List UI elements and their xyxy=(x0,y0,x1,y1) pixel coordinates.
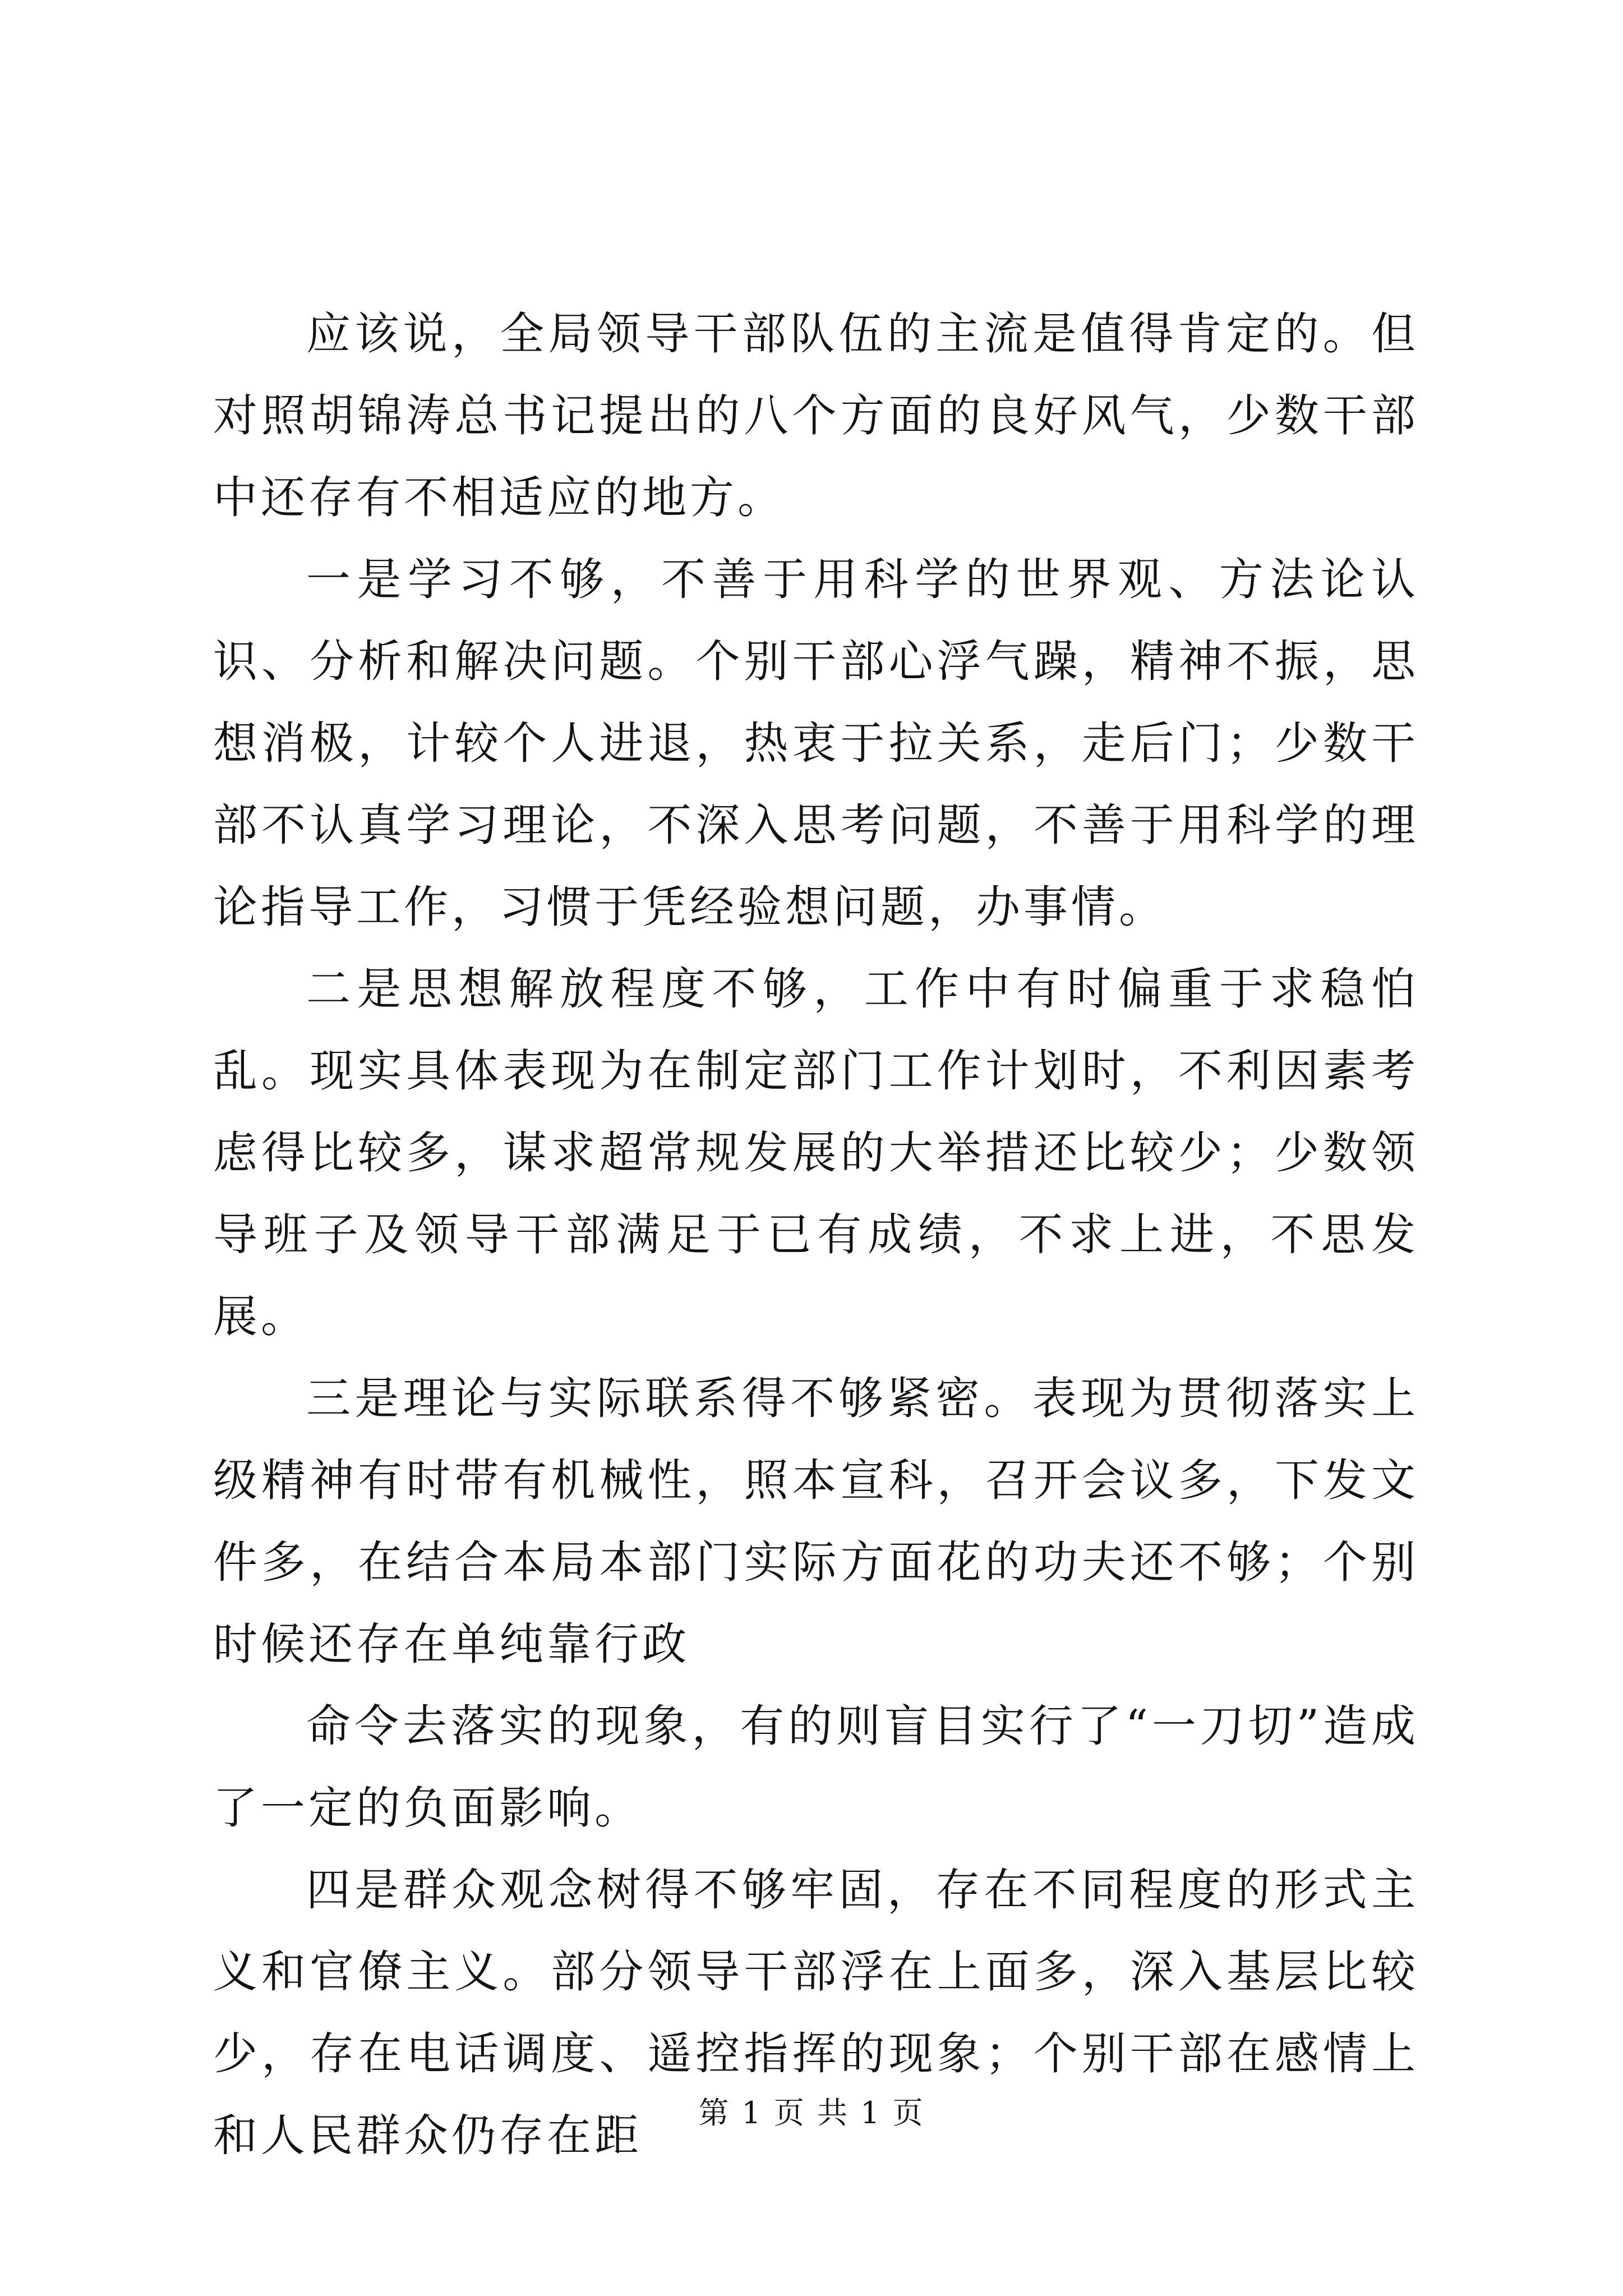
paragraph-point-two-thinking: 二是思想解放程度不够，工作中有时偏重于求稳怕乱。现实具体表现为在制定部门工作计划时，不利因素考虑得比较多，谋求超常规发展的大举措还比较少；少数领导班子及领导干部满足于已有成绩，不求上进，不思发展。 xyxy=(213,963,1419,1342)
paragraph-point-three-practice: 三是理论与实际联系得不够紧密。表现为贯彻落实上级精神有时带有机械性，照本宣科，召开会议多，下发文件多，在结合本局本部门实际方面花的功夫还不够；个别时候还存在单纯靠行政 xyxy=(213,1373,1419,1670)
paragraph-leadership-overview: 应该说，全局领导干部队伍的主流是值得肯定的。但对照胡锦涛总书记提出的八个方面的良好风气，少数干部中还存有不相适应的地方。 xyxy=(213,308,1419,523)
paragraph-point-four-mass-line: 四是群众观念树得不够牢固，存在不同程度的形式主义和官僚主义。部分领导干部浮在上面多，深入基层比较少，存在电话调度、遥控指挥的现象；个别干部在感情上和人民群众仍存在距 xyxy=(213,1864,1419,2161)
paragraph-point-one-study: 一是学习不够，不善于用科学的世界观、方法论认识、分析和解决问题。个别干部心浮气躁，精神不振，思想消极，计较个人进退，热衷于拉关系，走后门；少数干部不认真学习理论，不深入思考问题，不善于用科学的理论指导工作，习惯于凭经验想问题，办事情。 xyxy=(213,554,1419,933)
page-number-footer: 第 1 页 共 1 页 xyxy=(698,2095,925,2131)
document-body xyxy=(213,293,1419,2177)
paragraph-point-three-continued: 命令去落实的现象，有的则盲目实行了“一刀切”造成了一定的负面影响。 xyxy=(213,1700,1419,1834)
